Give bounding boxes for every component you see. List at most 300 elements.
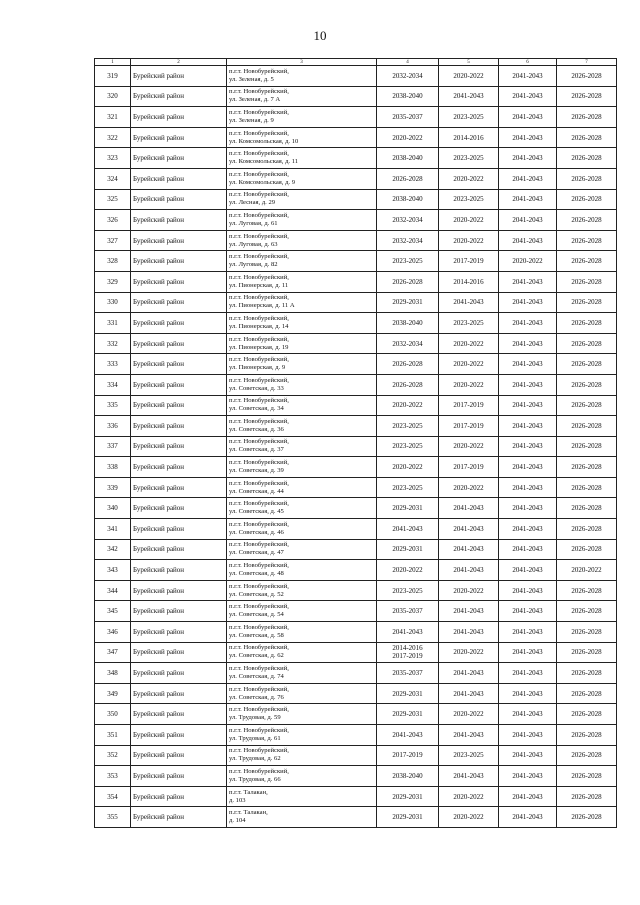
period-cell-col6: 2041-2043 xyxy=(499,313,557,334)
address-street: ул. Советская, д. 45 xyxy=(229,508,284,516)
address-street: ул. Советская, д. 48 xyxy=(229,570,284,578)
address-settlement: п.г.т. Новобурейский, xyxy=(229,150,289,158)
period-value: 2026-2028 xyxy=(392,380,423,389)
row-number: 353 xyxy=(95,766,131,787)
period-cell-col5: 2041-2043 xyxy=(439,683,499,704)
row-number: 336 xyxy=(95,416,131,437)
period-cell-col4 xyxy=(377,580,439,601)
period-cell-col6: 2041-2043 xyxy=(499,168,557,189)
district-cell: Бурейский район xyxy=(131,704,227,725)
address-cell xyxy=(227,642,377,663)
period-cell-col5: 2020-2022 xyxy=(439,210,499,231)
period-cell-col5: 2020-2022 xyxy=(439,168,499,189)
row-number: 332 xyxy=(95,333,131,354)
district-cell: Бурейский район xyxy=(131,786,227,807)
address-street: ул. Лесная, д. 29 xyxy=(229,199,276,207)
district-cell: Бурейский район xyxy=(131,766,227,787)
column-number: 3 xyxy=(227,59,377,66)
row-number: 329 xyxy=(95,271,131,292)
period-cell-col5: 2041-2043 xyxy=(439,86,499,107)
period-cell-col6: 2041-2043 xyxy=(499,786,557,807)
period-cell-col5: 2041-2043 xyxy=(439,519,499,540)
row-number: 351 xyxy=(95,725,131,746)
address-settlement: п.г.т. Новобурейский, xyxy=(229,500,289,508)
address-street: ул. Трудовая, д. 61 xyxy=(229,734,281,742)
period-value: 2023-2025 xyxy=(392,483,423,492)
address-settlement: п.г.т. Талакан, xyxy=(229,809,268,817)
period-cell-col6: 2041-2043 xyxy=(499,271,557,292)
address-settlement: п.г.т. Новобурейский, xyxy=(229,726,289,734)
address-settlement: п.г.т. Новобурейский, xyxy=(229,294,289,302)
period-cell-col4 xyxy=(377,683,439,704)
table-row xyxy=(95,580,617,601)
address-street: ул. Советская, д. 47 xyxy=(229,549,284,557)
address-settlement: п.г.т. Новобурейский, xyxy=(229,314,289,322)
period-cell-col4 xyxy=(377,807,439,828)
row-number: 320 xyxy=(95,86,131,107)
address-cell xyxy=(227,333,377,354)
row-number: 326 xyxy=(95,210,131,231)
table-row xyxy=(95,786,617,807)
table-row xyxy=(95,107,617,128)
address-cell xyxy=(227,292,377,313)
period-value: 2035-2037 xyxy=(392,669,423,678)
period-cell-col6: 2041-2043 xyxy=(499,395,557,416)
period-cell-col6: 2020-2022 xyxy=(499,251,557,272)
address-cell xyxy=(227,189,377,210)
address-street: ул. Комсомольская, д. 9 xyxy=(229,178,296,186)
table-row xyxy=(95,168,617,189)
period-cell-col4 xyxy=(377,333,439,354)
address-cell xyxy=(227,66,377,87)
period-cell-col6: 2041-2043 xyxy=(499,807,557,828)
district-cell: Бурейский район xyxy=(131,807,227,828)
address-settlement: п.г.т. Новобурейский, xyxy=(229,335,289,343)
address-cell xyxy=(227,354,377,375)
period-value: 2038-2040 xyxy=(392,771,423,780)
period-cell-col7: 2026-2028 xyxy=(557,498,617,519)
district-cell: Бурейский район xyxy=(131,210,227,231)
table-row xyxy=(95,704,617,725)
address-settlement: п.г.т. Новобурейский, xyxy=(229,129,289,137)
period-cell-col7: 2026-2028 xyxy=(557,642,617,663)
period-cell-col4 xyxy=(377,313,439,334)
address-cell xyxy=(227,230,377,251)
address-settlement: п.г.т. Новобурейский, xyxy=(229,603,289,611)
period-cell-col7: 2026-2028 xyxy=(557,354,617,375)
period-cell-col5: 2020-2022 xyxy=(439,354,499,375)
address-street: д. 103 xyxy=(229,796,246,804)
row-number: 327 xyxy=(95,230,131,251)
address-cell xyxy=(227,416,377,437)
district-cell: Бурейский район xyxy=(131,271,227,292)
period-cell-col5: 2014-2016 xyxy=(439,271,499,292)
district-cell: Бурейский район xyxy=(131,539,227,560)
address-settlement: п.г.т. Новобурейский, xyxy=(229,685,289,693)
period-cell-col6: 2041-2043 xyxy=(499,766,557,787)
period-cell-col5: 2041-2043 xyxy=(439,766,499,787)
period-cell-col6: 2041-2043 xyxy=(499,477,557,498)
address-settlement: п.г.т. Новобурейский, xyxy=(229,170,289,178)
period-cell-col6: 2041-2043 xyxy=(499,86,557,107)
district-cell: Бурейский район xyxy=(131,374,227,395)
row-number: 338 xyxy=(95,457,131,478)
row-number: 324 xyxy=(95,168,131,189)
district-cell: Бурейский район xyxy=(131,107,227,128)
period-cell-col5: 2023-2025 xyxy=(439,189,499,210)
address-street: ул. Советская, д. 76 xyxy=(229,693,284,701)
period-cell-col4 xyxy=(377,354,439,375)
address-cell xyxy=(227,663,377,684)
period-cell-col5: 2023-2025 xyxy=(439,745,499,766)
period-cell-col4 xyxy=(377,642,439,663)
period-cell-col7: 2026-2028 xyxy=(557,292,617,313)
period-cell-col4 xyxy=(377,457,439,478)
address-settlement: п.г.т. Новобурейский, xyxy=(229,211,289,219)
period-value: 2038-2040 xyxy=(392,154,423,163)
period-cell-col5: 2020-2022 xyxy=(439,66,499,87)
period-value: 2023-2025 xyxy=(392,257,423,266)
district-cell: Бурейский район xyxy=(131,580,227,601)
period-cell-col5: 2020-2022 xyxy=(439,704,499,725)
period-cell-col7: 2026-2028 xyxy=(557,539,617,560)
address-settlement: п.г.т. Новобурейский, xyxy=(229,706,289,714)
period-cell-col4 xyxy=(377,725,439,746)
period-cell-col5: 2020-2022 xyxy=(439,374,499,395)
period-cell-col4 xyxy=(377,519,439,540)
address-cell xyxy=(227,745,377,766)
address-settlement: п.г.т. Новобурейский, xyxy=(229,520,289,528)
row-number: 334 xyxy=(95,374,131,395)
address-settlement: п.г.т. Новобурейский, xyxy=(229,397,289,405)
table-row xyxy=(95,66,617,87)
address-street: ул. Пионерская, д. 14 xyxy=(229,322,289,330)
address-settlement: п.г.т. Новобурейский, xyxy=(229,747,289,755)
period-cell-col6: 2041-2043 xyxy=(499,580,557,601)
period-cell-col4 xyxy=(377,477,439,498)
period-cell-col6: 2041-2043 xyxy=(499,292,557,313)
period-cell-col7: 2026-2028 xyxy=(557,725,617,746)
district-cell: Бурейский район xyxy=(131,601,227,622)
period-cell-col7: 2026-2028 xyxy=(557,395,617,416)
district-cell: Бурейский район xyxy=(131,313,227,334)
address-cell xyxy=(227,601,377,622)
period-value: 2032-2034 xyxy=(392,339,423,348)
address-cell xyxy=(227,807,377,828)
address-settlement: п.г.т. Новобурейский, xyxy=(229,582,289,590)
address-settlement: п.г.т. Новобурейский, xyxy=(229,376,289,384)
address-street: ул. Советская, д. 36 xyxy=(229,425,284,433)
period-cell-col7: 2026-2028 xyxy=(557,580,617,601)
address-street: ул. Советская, д. 44 xyxy=(229,487,284,495)
period-cell-col6: 2041-2043 xyxy=(499,642,557,663)
period-cell-col5: 2014-2016 xyxy=(439,127,499,148)
address-street: ул. Пионерская, д. 9 xyxy=(229,364,286,372)
period-cell-col6: 2041-2043 xyxy=(499,519,557,540)
period-value: 2017-2019 xyxy=(392,751,423,760)
period-cell-col5: 2020-2022 xyxy=(439,642,499,663)
period-value: 2041-2043 xyxy=(392,524,423,533)
period-value: 2023-2025 xyxy=(392,421,423,430)
district-cell: Бурейский район xyxy=(131,683,227,704)
period-cell-col4 xyxy=(377,498,439,519)
district-cell: Бурейский район xyxy=(131,560,227,581)
period-value: 2026-2028 xyxy=(392,360,423,369)
period-cell-col5: 2041-2043 xyxy=(439,292,499,313)
address-settlement: п.г.т. Новобурейский, xyxy=(229,88,289,96)
period-cell-col6: 2041-2043 xyxy=(499,498,557,519)
table-row xyxy=(95,601,617,622)
period-cell-col7: 2026-2028 xyxy=(557,766,617,787)
period-cell-col6: 2041-2043 xyxy=(499,374,557,395)
period-cell-col5: 2020-2022 xyxy=(439,333,499,354)
row-number: 328 xyxy=(95,251,131,272)
period-value: 2029-2031 xyxy=(392,792,423,801)
period-value: 2029-2031 xyxy=(392,504,423,513)
period-cell-col5: 2041-2043 xyxy=(439,725,499,746)
address-street: ул. Зеленая, д. 7 А xyxy=(229,96,281,104)
period-cell-col7: 2026-2028 xyxy=(557,333,617,354)
address-street: ул. Зеленая, д. 9 xyxy=(229,116,274,124)
period-value: 2026-2028 xyxy=(392,277,423,286)
period-value: 2041-2043 xyxy=(392,627,423,636)
address-cell xyxy=(227,580,377,601)
row-number: 355 xyxy=(95,807,131,828)
address-street: ул. Луговая, д. 61 xyxy=(229,219,278,227)
period-cell-col5: 2023-2025 xyxy=(439,313,499,334)
period-cell-col5: 2017-2019 xyxy=(439,457,499,478)
district-cell: Бурейский район xyxy=(131,519,227,540)
district-cell: Бурейский район xyxy=(131,663,227,684)
address-street: ул. Советская, д. 46 xyxy=(229,528,284,536)
address-settlement: п.г.т. Новобурейский, xyxy=(229,108,289,116)
period-cell-col7: 2020-2022 xyxy=(557,560,617,581)
period-cell-col7: 2026-2028 xyxy=(557,601,617,622)
period-cell-col7: 2026-2028 xyxy=(557,745,617,766)
address-street: ул. Пионерская, д. 11 xyxy=(229,281,289,289)
period-cell-col5: 2041-2043 xyxy=(439,601,499,622)
district-cell: Бурейский район xyxy=(131,251,227,272)
period-value: 2041-2043 xyxy=(392,730,423,739)
period-value: 2020-2022 xyxy=(392,401,423,410)
period-cell-col7: 2026-2028 xyxy=(557,807,617,828)
period-cell-col6: 2041-2043 xyxy=(499,539,557,560)
address-cell xyxy=(227,210,377,231)
row-number: 354 xyxy=(95,786,131,807)
address-settlement: п.г.т. Новобурейский, xyxy=(229,644,289,652)
address-cell xyxy=(227,539,377,560)
period-cell-col7: 2026-2028 xyxy=(557,519,617,540)
district-cell: Бурейский район xyxy=(131,148,227,169)
column-number: 7 xyxy=(557,59,617,66)
period-cell-col7: 2026-2028 xyxy=(557,189,617,210)
period-cell-col6: 2041-2043 xyxy=(499,127,557,148)
table-row xyxy=(95,745,617,766)
address-cell xyxy=(227,107,377,128)
period-cell-col5: 2041-2043 xyxy=(439,498,499,519)
period-cell-col7: 2026-2028 xyxy=(557,436,617,457)
address-street: ул. Советская, д. 54 xyxy=(229,611,284,619)
address-street: ул. Комсомольская, д. 10 xyxy=(229,137,299,145)
row-number: 348 xyxy=(95,663,131,684)
period-value: 2035-2037 xyxy=(392,607,423,616)
period-cell-col6: 2041-2043 xyxy=(499,230,557,251)
period-value: 2032-2034 xyxy=(392,236,423,245)
row-number: 340 xyxy=(95,498,131,519)
period-cell-col6: 2041-2043 xyxy=(499,189,557,210)
period-cell-col4 xyxy=(377,107,439,128)
period-cell-col4 xyxy=(377,251,439,272)
period-cell-col7: 2026-2028 xyxy=(557,663,617,684)
district-cell: Бурейский район xyxy=(131,168,227,189)
period-cell-col5: 2020-2022 xyxy=(439,230,499,251)
table-row xyxy=(95,313,617,334)
period-value: 2038-2040 xyxy=(392,92,423,101)
table-row xyxy=(95,457,617,478)
period-cell-col5: 2017-2019 xyxy=(439,416,499,437)
period-value: 2029-2031 xyxy=(392,689,423,698)
period-cell-col4 xyxy=(377,66,439,87)
period-cell-col4 xyxy=(377,86,439,107)
table-row xyxy=(95,374,617,395)
period-cell-col4 xyxy=(377,230,439,251)
address-cell xyxy=(227,127,377,148)
district-cell: Бурейский район xyxy=(131,477,227,498)
table-row xyxy=(95,683,617,704)
period-cell-col5: 2041-2043 xyxy=(439,622,499,643)
address-settlement: п.г.т. Новобурейский, xyxy=(229,541,289,549)
address-settlement: п.г.т. Новобурейский, xyxy=(229,232,289,240)
address-settlement: п.г.т. Новобурейский, xyxy=(229,417,289,425)
row-number: 341 xyxy=(95,519,131,540)
table-row xyxy=(95,230,617,251)
address-settlement: п.г.т. Новобурейский, xyxy=(229,438,289,446)
address-cell xyxy=(227,560,377,581)
period-cell-col5: 2041-2043 xyxy=(439,539,499,560)
row-number: 325 xyxy=(95,189,131,210)
table-row xyxy=(95,148,617,169)
period-cell-col7: 2026-2028 xyxy=(557,210,617,231)
district-cell: Бурейский район xyxy=(131,66,227,87)
period-value: 2029-2031 xyxy=(392,710,423,719)
period-cell-col6: 2041-2043 xyxy=(499,66,557,87)
address-cell xyxy=(227,86,377,107)
row-number: 339 xyxy=(95,477,131,498)
table-row xyxy=(95,292,617,313)
period-cell-col6: 2041-2043 xyxy=(499,148,557,169)
period-value: 2032-2034 xyxy=(392,215,423,224)
column-number: 2 xyxy=(131,59,227,66)
address-cell xyxy=(227,457,377,478)
address-street: ул. Луговая, д. 82 xyxy=(229,261,278,269)
period-cell-col4 xyxy=(377,416,439,437)
period-cell-col7: 2026-2028 xyxy=(557,457,617,478)
table-row xyxy=(95,477,617,498)
period-cell-col5: 2023-2025 xyxy=(439,148,499,169)
table-row xyxy=(95,127,617,148)
address-cell xyxy=(227,436,377,457)
address-street: ул. Советская, д. 52 xyxy=(229,590,284,598)
period-cell-col6: 2041-2043 xyxy=(499,745,557,766)
period-cell-col4 xyxy=(377,601,439,622)
period-cell-col6: 2041-2043 xyxy=(499,333,557,354)
period-cell-col6: 2041-2043 xyxy=(499,622,557,643)
table-row xyxy=(95,622,617,643)
period-cell-col4 xyxy=(377,663,439,684)
period-cell-col7: 2026-2028 xyxy=(557,704,617,725)
address-settlement: п.г.т. Новобурейский, xyxy=(229,479,289,487)
row-number: 333 xyxy=(95,354,131,375)
row-number: 343 xyxy=(95,560,131,581)
table-row xyxy=(95,210,617,231)
address-cell xyxy=(227,725,377,746)
address-settlement: п.г.т. Новобурейский, xyxy=(229,562,289,570)
period-cell-col4 xyxy=(377,127,439,148)
period-cell-col4 xyxy=(377,704,439,725)
address-cell xyxy=(227,622,377,643)
period-value: 2032-2034 xyxy=(392,71,423,80)
address-settlement: п.г.т. Новобурейский, xyxy=(229,459,289,467)
period-cell-col5: 2017-2019 xyxy=(439,395,499,416)
period-cell-col6: 2041-2043 xyxy=(499,436,557,457)
period-cell-col4 xyxy=(377,436,439,457)
address-settlement: п.г.т. Новобурейский, xyxy=(229,191,289,199)
period-cell-col7: 2026-2028 xyxy=(557,86,617,107)
period-value: 2038-2040 xyxy=(392,195,423,204)
address-settlement: п.г.т. Талакан, xyxy=(229,788,268,796)
period-cell-col7: 2026-2028 xyxy=(557,313,617,334)
period-value: 2029-2031 xyxy=(392,813,423,822)
period-cell-col5: 2020-2022 xyxy=(439,580,499,601)
period-cell-col6: 2041-2043 xyxy=(499,107,557,128)
table-row xyxy=(95,333,617,354)
period-cell-col7: 2026-2028 xyxy=(557,168,617,189)
housing-registry-table xyxy=(94,58,617,828)
address-cell xyxy=(227,313,377,334)
period-value: 2020-2022 xyxy=(392,133,423,142)
period-cell-col7: 2026-2028 xyxy=(557,107,617,128)
period-cell-col7: 2026-2028 xyxy=(557,127,617,148)
table-row xyxy=(95,354,617,375)
address-settlement: п.г.т. Новобурейский, xyxy=(229,273,289,281)
district-cell: Бурейский район xyxy=(131,498,227,519)
district-cell: Бурейский район xyxy=(131,86,227,107)
district-cell: Бурейский район xyxy=(131,189,227,210)
period-value: 2026-2028 xyxy=(392,174,423,183)
address-street: ул. Зеленая, д. 5 xyxy=(229,75,274,83)
address-cell xyxy=(227,148,377,169)
row-number: 321 xyxy=(95,107,131,128)
period-cell-col7: 2026-2028 xyxy=(557,416,617,437)
table-row xyxy=(95,519,617,540)
district-cell: Бурейский район xyxy=(131,457,227,478)
period-cell-col7: 2026-2028 xyxy=(557,477,617,498)
row-number: 347 xyxy=(95,642,131,663)
table-row xyxy=(95,766,617,787)
period-cell-col6: 2041-2043 xyxy=(499,354,557,375)
period-cell-col7: 2026-2028 xyxy=(557,251,617,272)
period-cell-col7: 2026-2028 xyxy=(557,230,617,251)
district-cell: Бурейский район xyxy=(131,127,227,148)
row-number: 346 xyxy=(95,622,131,643)
row-number: 350 xyxy=(95,704,131,725)
address-cell xyxy=(227,498,377,519)
column-number: 6 xyxy=(499,59,557,66)
period-cell-col4 xyxy=(377,374,439,395)
address-cell xyxy=(227,704,377,725)
address-cell xyxy=(227,395,377,416)
period-cell-col5: 2041-2043 xyxy=(439,663,499,684)
